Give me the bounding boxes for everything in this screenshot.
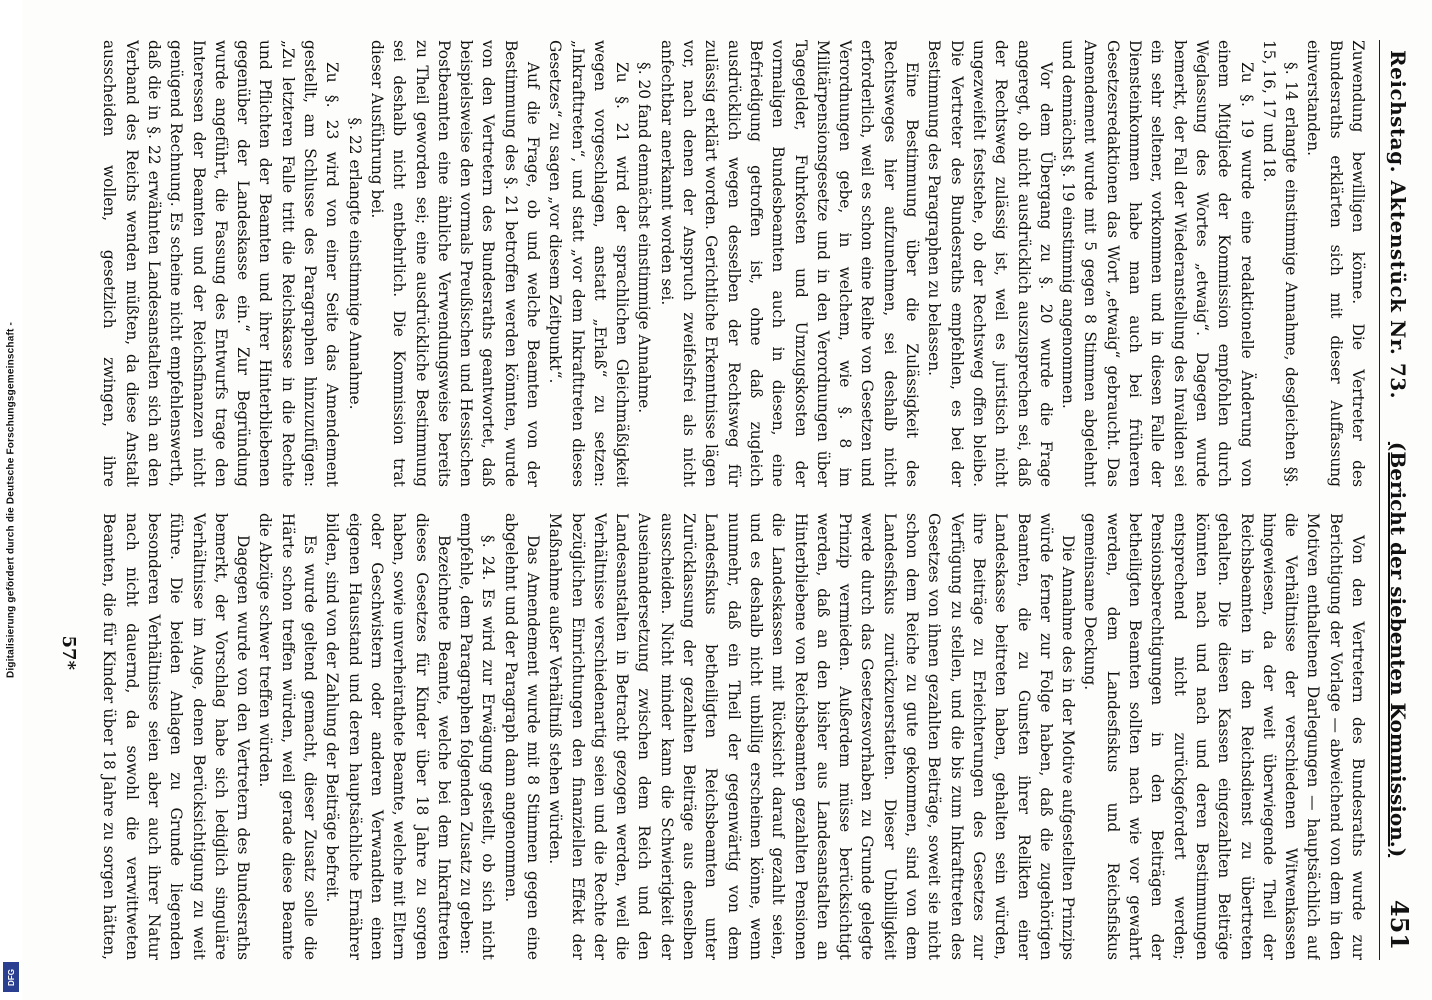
paragraph: Zu §. 23 wird von einer Seite das Amendement gestellt, am Schlusse des Paragraphen hinzuzufügen: „Zu letzteren Falle tritt die Reichskasse in die Rechte und Pflichten der Beamten und ihrer Hinterbliebenen gegenüber der Landeskasse ein.“ Zur Begründung wurde angeführt, die Fassung des Entwurfs trage den Interessen der Beamten und der Reichsfinanzen nicht genügend Rechnung. Es scheine nicht empfehlenswerth, daß die in §. 22 erwähnten Landesanstalten sich an den Verband des Reichs wenden müßten, da diese Anstalt ausscheiden wollen, gesetzlich zwingen, ihre	[100, 40, 342, 487]
page-header	[1379, 40, 1414, 960]
paragraph: Vor dem Übergang zu §. 20 wurde die Frage angeregt, ob nicht ausdrücklich auszusprechen sei, daß der Rechtsweg zulässig ist, weil es juristisch nicht ungezweifelt feststehe, ob der Rechtsweg offen bleibe. Die Vertreter des Bundesraths empfehlen, es bei der Bestimmung des Paragraphen zu belassen.	[925, 40, 1055, 487]
credit-text: Digitalisierung gefördert durch die Deutsche Forschungsgemeinschaft -	[5, 321, 17, 679]
paragraph: §. 20 fand demnächst einstimmige Annahme.	[635, 62, 654, 414]
paragraph: Zuwendung bewilligen könne. Die Vertreter des Bundesraths erklärten sich mit dieser Auffassung einverstanden.	[1304, 40, 1367, 487]
scanned-page-viewport	[22, 0, 1432, 1000]
paragraph: Eine Bestimmung über die Zulässigkeit des Rechtsweges hier aufzunehmen, sei deshalb nicht erforderlich, weil es schon eine Reihe von Gesetzen und Verordnungen gebe, in welchem, wie §. 8 im Militärpensionsgesetze und in den Verordnungen über Tagegelder, Fuhrkosten und Umzugskosten der vormaligen Bundesbeamten auch in diesen, eine Befriedigung getroffen ist, ohne daß zugleich ausdrücklich wegen desselben der Rechtsweg für zulässig erklärt worden. Gerichtliche Erkenntnisse lägen vor, nach denen der Anspruch zweifelsfrei als nicht anfechtbar anerkannt worden sei.	[657, 40, 922, 487]
paragraph: Bezeichnete Beamte, welche bei dem Inkrafttreten dieses Gesetzes für Kinder über 18 Jahre zu sorgen haben, sowie unverheirathete Beamte, welche mit Eltern oder Geschwistern oder anderen Verwandten einen eigenen Hausstand und deren hauptsächliche Ernährer bilden, sind von der Zahlung der Beiträge befreit.	[323, 513, 453, 960]
paragraph: Dagegen wurde von den Vertretern des Bundesraths bemerkt, der Vorschlag habe sich lediglich singuläre Verhältnisse im Auge, denen Berücksichtigung zu weit führe. Die beiden Anlagen zu Grunde liegenden besonderen Verhältnisse seien aber auch ihrer Natur nach nicht dauernd, da sowohl die verwittweten Beamten, die für Kinder über 18 Jahre zu sorgen hätten,	[100, 513, 253, 960]
header-section: (Bericht der siebenten Kommission.)	[1386, 441, 1410, 858]
digitization-credit	[0, 0, 22, 1000]
header-title: Reichstag. Aktenstück Nr. 73.	[1386, 50, 1410, 400]
paragraph: Das Amendement wurde mit 8 Stimmen gegen eine abgelehnt und der Paragraph dann angenommen.	[501, 513, 543, 960]
paragraph: §. 24. Es wird zur Erwägung gestellt, ob sich nicht empfehle, dem Paragraphen folgenden Zusatz zu geben:	[457, 513, 498, 960]
page-number: 451	[1385, 899, 1414, 950]
paragraph: §. 22 erlangte einstimmige Annahme.	[345, 117, 364, 410]
paragraph: Auf die Frage, ob und welche Beamten von der Bestimmung des §. 21 betroffen werden könnten, wurde von den Vertretern des Bundesraths geantwortet, daß beispielsweise den vormals Preußischen und Hessischen Postbeamten eine ähnliche Verwendungsweise bereits zu Theil geworden sei; eine ausdrückliche Bestimmung sei deshalb nicht entbehrlich. Die Kommission trat dieser Ausführung bei.	[367, 40, 543, 487]
paragraph: §. 14 erlangte einstimmige Annahme, desgleichen §§. 15, 16, 17 und 18.	[1259, 40, 1301, 487]
right-column	[99, 513, 1369, 960]
sheet-signature: 57*	[58, 635, 79, 670]
paragraph: Zu §. 21 wird der sprachlichen Gleichmäßigkeit wegen vorgeschlagen, anstatt „Erlaß“ zu setzen: „Inkrafttreten“, und statt „vor dem Inkrafttreten dieses Gesetzes“ zu sagen „vor diesem Zeitpunkt“.	[546, 40, 632, 487]
paragraph: Es wurde geltend gemacht, dieser Zusatz solle die Härte schon treffen würden, weil gerade diese Beamte die Abzüge schwer treffen würden.	[256, 513, 320, 960]
paragraph: Die Annahme des in der Motive aufgestellten Prinzips würde ferner zur Folge haben, daß die zugehörigen Beamten, die zu Gunsten ihrer Relikten einer Landeskasse beitreten haben, gehalten sein würden, ihre Beiträge zu Erleichterungen des Gesetzes zur Verfügung zu stellen, und die bis zum Inkrafttreten des Gesetzes von ihnen gezahlten Beiträge, soweit sie nicht schon dem Reiche zu gute gekommen, sind von dem Landesfiskus zurückzuerstatten. Dieser Unbilligkeit werde durch das Gesetzesvorhaben zu Grunde gelegte Prinzip vermieden. Außerdem müsse berücksichtigt werden, daß an den bisher aus Landesanstalten an Hinterbliebene von Reichsbeamten gezahlten Pensionen die Landeskassen mit Rücksicht darauf gezahlt seien, und es deshalb nicht unbillig erscheinen könne, wenn nunmehr, daß ein Theil der gegenwärtig von dem Landesfiskus betheiligten Reichsbeamten unter Zurücklassung der gezahlten Beiträge aus denselben ausscheiden. Nicht minder kann die Schwierigkeit der Auseinandersetzung zwischen dem Reich und den Landesanstalten in Betracht gezogen werden, weil die Verhältnisse verschiedenartig seien und die Rechte der bezüglichen Einrichtungen den finanziellen Effekt der Maßnahme außer Verhältniß stehen würden.	[546, 513, 1078, 960]
dfg-badge-text: DFG	[6, 968, 16, 986]
paragraph: Zu §. 19 wurde eine redaktionelle Änderung von einem Mitgliede der Kommission empfohlen durch Weglassung des Wortes „etwaig“. Dagegen wurde bemerkt, der Fall der Wiederanstellung des Invaliden sei ein sehr seltener, vorkommen und in diesen Falle der Diensteinkommen habe man auch bei früheren Gesetzesredaktionen das Wort „etwaig“ gebraucht. Das Amendement wurde mit 5 gegen 8 Stimmen abgelehnt und demnächst §. 19 einstimmig angenommen.	[1059, 40, 1256, 487]
text-columns	[99, 40, 1369, 960]
scanned-page	[22, 0, 1432, 1000]
paragraph: Von den Vertretern des Bundesraths wurde zur Berichtigung der Vorlage — abweichend von dem in den Motiven enthaltenen Darlegungen — hauptsächlich auf die Verhältnisse der verschiedenen Witwenkassen hingewiesen, da der weit überwiegende Theil der Reichsbeamten in den Reichsdienst zu übertreten gehalten. Die diesen Kassen eingezahlten Beiträge könnten nach und nach und deren Bestimmungen entsprechend nicht zurückgefordert werden; Pensionsberechtigungen in den Beiträgen der betheiligten Beamten sollten nach wie vor gewahrt werden, dem Landesfiskus und Reichsfiskus gemeinsame Deckung.	[1081, 513, 1367, 960]
left-column	[99, 40, 1369, 487]
dfg-logo-icon	[3, 962, 19, 992]
